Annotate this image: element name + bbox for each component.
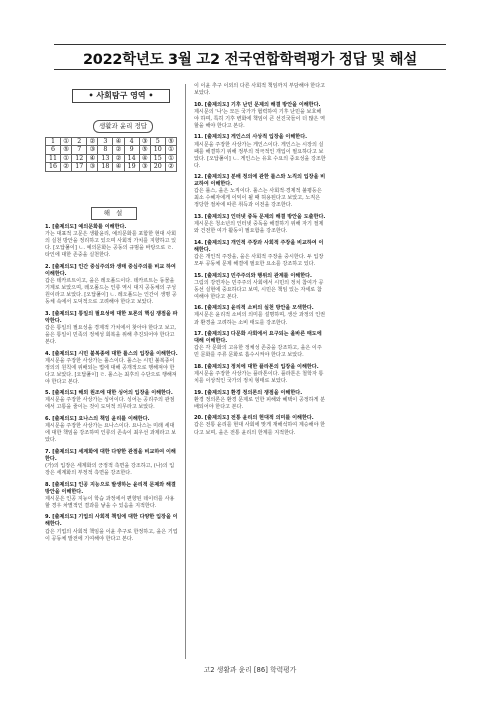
answer-choice: ② — [113, 146, 124, 154]
answer-row — [46, 163, 177, 171]
question-number: 9 — [124, 146, 139, 154]
explanation-body: 제시문은 청소년의 인터넷 중독을 해결하기 위해 자기 절제와 건전한 여가 활동이 필요함을 강조한다. — [194, 221, 324, 235]
explanation-item — [194, 174, 326, 209]
explanation-item — [45, 416, 178, 444]
answer-choice: ① — [61, 138, 72, 146]
explanation-item — [194, 102, 326, 130]
explanation-body: 제시문을 주장한 사상가는 플라톤이다. 플라톤은 철학자 통치를 이상적인 국가의 정치 형태로 보았다. — [194, 370, 324, 385]
explanation-body: 갑은 전통 윤리를 현대 사회에 맞게 재해석하여 계승해야 한다고 보며, 을은 전통 윤리의 한계를 지적한다. — [194, 422, 326, 436]
explanation-item — [194, 273, 326, 301]
explanation-item — [194, 415, 326, 436]
explanation-intent: 1. [출제의도] 예의문화를 이해한다. — [45, 224, 127, 230]
explanation-body: 이 이윤 추구 이외의 다른 사회적 책임까지 부담해야 한다고 보았다. — [194, 83, 326, 97]
answer-row — [46, 146, 177, 154]
question-number: 16 — [46, 163, 61, 171]
question-number: 18 — [98, 163, 113, 171]
explanation-intent: 14. [출제의도] 개인적 주장과 사회적 주장을 비교하여 이해한다. — [194, 239, 324, 253]
section-heading: • 사회탐구 영역 • — [72, 89, 170, 103]
explanation-body: 제시문은 인공 지능이 학습 과정에서 편향된 데이터를 사용할 경우 차별적인 결과를 낳을 수 있음을 지적한다. — [45, 495, 175, 509]
answer-choice: ③ — [87, 146, 98, 154]
explanation-intent: 9. [출제의도] 기업의 사회적 책임에 대한 다양한 입장을 이해한다. — [45, 514, 178, 528]
explanation-body: 제시문의 '나'는 모든 국가가 협력하여 기후 난민을 보호해야 하며, 특히 기후 변화에 책임이 큰 선진국들이 더 많은 역할을 해야 한다고 본다. — [194, 108, 325, 129]
explanation-intent: 7. [출제의도] 세계화에 대한 다양한 관점을 비교하여 이해한다. — [45, 448, 176, 462]
explanation-item — [45, 264, 178, 306]
explanation-item — [45, 514, 178, 542]
question-number: 17 — [72, 163, 87, 171]
explanation-heading: 해 설 — [91, 207, 137, 220]
answer-choice: ⑤ — [61, 146, 72, 154]
explanation-body: 갑은 기업의 사회적 책임을 이윤 추구로 한정하고, 을은 기업이 공동체 발전에 기여해야 한다고 본다. — [45, 528, 178, 542]
explanation-body: 갑은 롤스, 을은 노직이다. 롤스는 사회적·경제적 불평등은 최소 수혜자에게 이익이 될 때 허용된다고 보았고, 노직은 정당한 절차에 따른 취득과 이전을 강조한다. — [194, 188, 322, 209]
question-number: 12 — [72, 154, 87, 162]
question-number: 14 — [124, 154, 139, 162]
question-number: 19 — [124, 163, 139, 171]
question-number: 8 — [98, 146, 113, 154]
answer-choice: ② — [113, 154, 124, 162]
explanation-body: 제시문을 주장한 사상가는 게인스이다. 게인스는 시장의 실패를 해결하기 위해 정부의 적극적인 개입이 필요하다고 보았다. [오답풀이] ㄴ. 게인스는 유효 수요의 중요성을 강조한다. — [194, 141, 326, 169]
column-divider — [185, 84, 186, 659]
explanation-intent: 8. [출제의도] 인공 지능으로 발생하는 윤리적 문제와 해결 방안을 이해한다. — [45, 481, 176, 495]
answer-choice: ④ — [139, 154, 150, 162]
question-number: 5 — [150, 138, 165, 146]
question-number: 13 — [98, 154, 113, 162]
explanation-intent: 16. [출제의도] 윤리적 소비의 실천 방안을 모색한다. — [194, 305, 314, 312]
explanation-intent: 5. [출제의도] 해외 원조에 대한 싱어의 입장을 이해한다. — [45, 390, 173, 397]
explanation-body: 제시문은 윤리적 소비의 의미를 설명하며, 생산 과정의 인권과 환경을 고려하는 소비 태도를 강조한다. — [194, 312, 326, 326]
explanation-intent: 2. [출제의도] 인간 중심주의와 생태 중심주의를 비교 하여 이해한다. — [45, 263, 176, 277]
explanation-body: 제시문을 주장한 사상가는 싱어이다. 싱어는 공리주의 관점에서 고통을 줄이는 것이 도덕적 의무라고 보았다. — [45, 397, 175, 411]
explanation-item — [194, 390, 326, 411]
page-title: 2022학년도 3월 고2 전국연합학력평가 정답 및 해설 — [83, 52, 417, 68]
explanation-body: 그림의 강연자는 민주주의 사회에서 시민의 정치 참여가 공동선 실현에 중요하다고 보며, 시민은 책임 있는 자세로 참여해야 한다고 본다. — [194, 279, 324, 300]
answer-choice: ④ — [113, 163, 124, 171]
question-number: 6 — [46, 146, 61, 154]
question-number: 10 — [150, 146, 165, 154]
right-column — [194, 83, 326, 441]
question-number: 2 — [72, 138, 87, 146]
answer-choice: ③ — [87, 163, 98, 171]
question-number: 3 — [98, 138, 113, 146]
answer-choice: ① — [165, 154, 176, 162]
question-number: 1 — [46, 138, 61, 146]
explanation-intent: 20. [출제의도] 전통 윤리의 현대적 의미를 이해한다. — [194, 415, 314, 422]
explanation-body: 갑은 테카르트이고, 을은 레오폴드이다. 데카르트는 동물을 기계로 보았으며, 레오폴드는 인류 역시 대지 공동체의 구성원이라고 보았다. [오답풀이] ㄴ. 레오폴드는 인간이 생명 공동체 속에서 도덕적으로 고려해야 한다고 보았다. — [45, 277, 177, 306]
title-rule-top — [54, 44, 446, 45]
explanation-item — [194, 364, 326, 385]
answer-choice: ③ — [139, 163, 150, 171]
explanation-item — [45, 482, 178, 510]
title-rule-bottom — [54, 69, 446, 70]
explanation-item — [45, 224, 178, 259]
explanation-intent: 4. [출제의도] 시민 불복종에 대한 롤스의 입장을 이해한다. — [45, 350, 178, 357]
explanation-body: 가는 대표적 고문은 생활윤리, 예의문화를 포함한 현대 사회의 실천 방안을 정리하고 있으며 사회적 가치를 지향하고 있다. [오답풀이] ㄴ. 예의문화는 공동의 규범을 바탕으로 ㄹ. 타인에 대한 존중을 실천한다. — [45, 231, 177, 259]
explanation-intent: 19. [출제의도] 환경 정의론의 쟁점을 이해한다. — [194, 389, 303, 396]
answer-key-table — [45, 137, 177, 172]
explanation-body: 갑은 각 문화의 고유한 정체성 존중을 강조하고, 을은 이주민 문화를 주류 문화로 흡수시켜야 한다고 보았다. — [194, 345, 322, 359]
explanation-item — [45, 390, 178, 411]
answer-key-label: 생활과 윤리 정답 — [93, 120, 153, 133]
answer-choice: ② — [165, 163, 176, 171]
answer-choice: ⑤ — [165, 138, 176, 146]
question-number: 15 — [150, 154, 165, 162]
answer-row — [46, 154, 177, 162]
answer-choice: ④ — [113, 138, 124, 146]
answer-choice: ③ — [139, 138, 150, 146]
explanation-intent: 11. [출제의도] 게인스의 사상적 입장을 이해한다. — [194, 134, 308, 141]
explanation-intent: 6. [출제의도] 요나스의 책임 윤리를 이해한다. — [45, 416, 150, 423]
explanation-body: 갑은 통일의 필요성을 경제적 가치에서 찾아야 한다고 보고, 을은 통일이 민족의 정체성 회복을 위해 추진되어야 한다고 본다. — [45, 324, 177, 345]
explanation-item — [194, 240, 326, 268]
answer-choice: ① — [61, 154, 72, 162]
explanation-intent: 13. [출제의도] 인터넷 중독 문제의 해결 방안을 도출한다. — [194, 214, 326, 221]
question-number: 4 — [124, 138, 139, 146]
answer-row — [46, 138, 177, 146]
question-number: 20 — [150, 163, 165, 171]
question-number: 7 — [72, 146, 87, 154]
explanation-item — [45, 351, 178, 386]
explanation-intent: 10. [출제의도] 기후 난민 문제의 해결 방안을 이해한다. — [194, 101, 321, 108]
answer-choice: ④ — [87, 154, 98, 162]
question-number: 11 — [46, 154, 61, 162]
answer-choice: ① — [165, 146, 176, 154]
answer-choice: ② — [61, 163, 72, 171]
answer-choice: ⑤ — [139, 146, 150, 154]
explanation-body: (가)의 입장은 세계화의 긍정적 측면을 강조하고, (나)의 입장은 세계화의 부정적 측면을 강조한다. — [45, 462, 175, 477]
explanation-item — [194, 331, 326, 359]
answer-choice: ② — [87, 138, 98, 146]
explanation-intent: 12. [출제의도] 분배 정의에 관한 롤스와 노직의 입장을 비교하여 이해한다. — [194, 174, 326, 188]
explanation-item — [194, 305, 326, 326]
explanation-item — [194, 134, 326, 169]
explanation-body: 제시문을 주장한 사상가는 요나스이다. 요나스는 미래 세대에 대한 책임을 강조하며 인류의 존속이 최우선 과제라고 보았다. — [45, 423, 177, 444]
left-column — [45, 224, 178, 547]
explanation-intent: 18. [출제의도] 정치에 대한 플라톤의 입장을 이해한다. — [194, 363, 319, 370]
explanation-intent: 15. [출제의도] 민주주의와 행위의 관계를 이해한다. — [194, 272, 312, 279]
explanation-item — [45, 311, 178, 346]
explanation-item — [45, 449, 178, 477]
explanation-body: 갑은 개인적 주장을, 을은 사회적 주장을 중시한다. 두 입장 모두 공동체 문제 해결에 필요한 요소를 강조하고 있다. — [194, 253, 324, 267]
page-footer: 고2 생활과 윤리 [86] 학력평가 — [203, 666, 297, 674]
explanation-intent: 17. [출제의도] 다문화 사회에서 요구되는 올바른 태도에 대해 이해한다. — [194, 331, 322, 345]
explanation-body: 환경 정의론은 환경 문제로 인한 피해와 혜택이 공정하게 분배되어야 한다고 본다. — [194, 396, 326, 410]
explanation-body: 제시문을 주장한 사상가는 롤스이다. 롤스는 시민 불복종이 정의의 원칙에 위배되는 법에 대해 공개적으로 행해져야 한다고 보았다. [오답풀이] ㄹ. 롤스는 최후의 수단으로 행해져야 한다고 본다. — [45, 357, 177, 385]
explanation-item — [194, 214, 326, 235]
explanation-intent: 3. [출제의도] 통일의 필요성에 대한 토론의 핵심 쟁점을 파악한다. — [45, 310, 178, 324]
explanation-item — [194, 83, 326, 97]
